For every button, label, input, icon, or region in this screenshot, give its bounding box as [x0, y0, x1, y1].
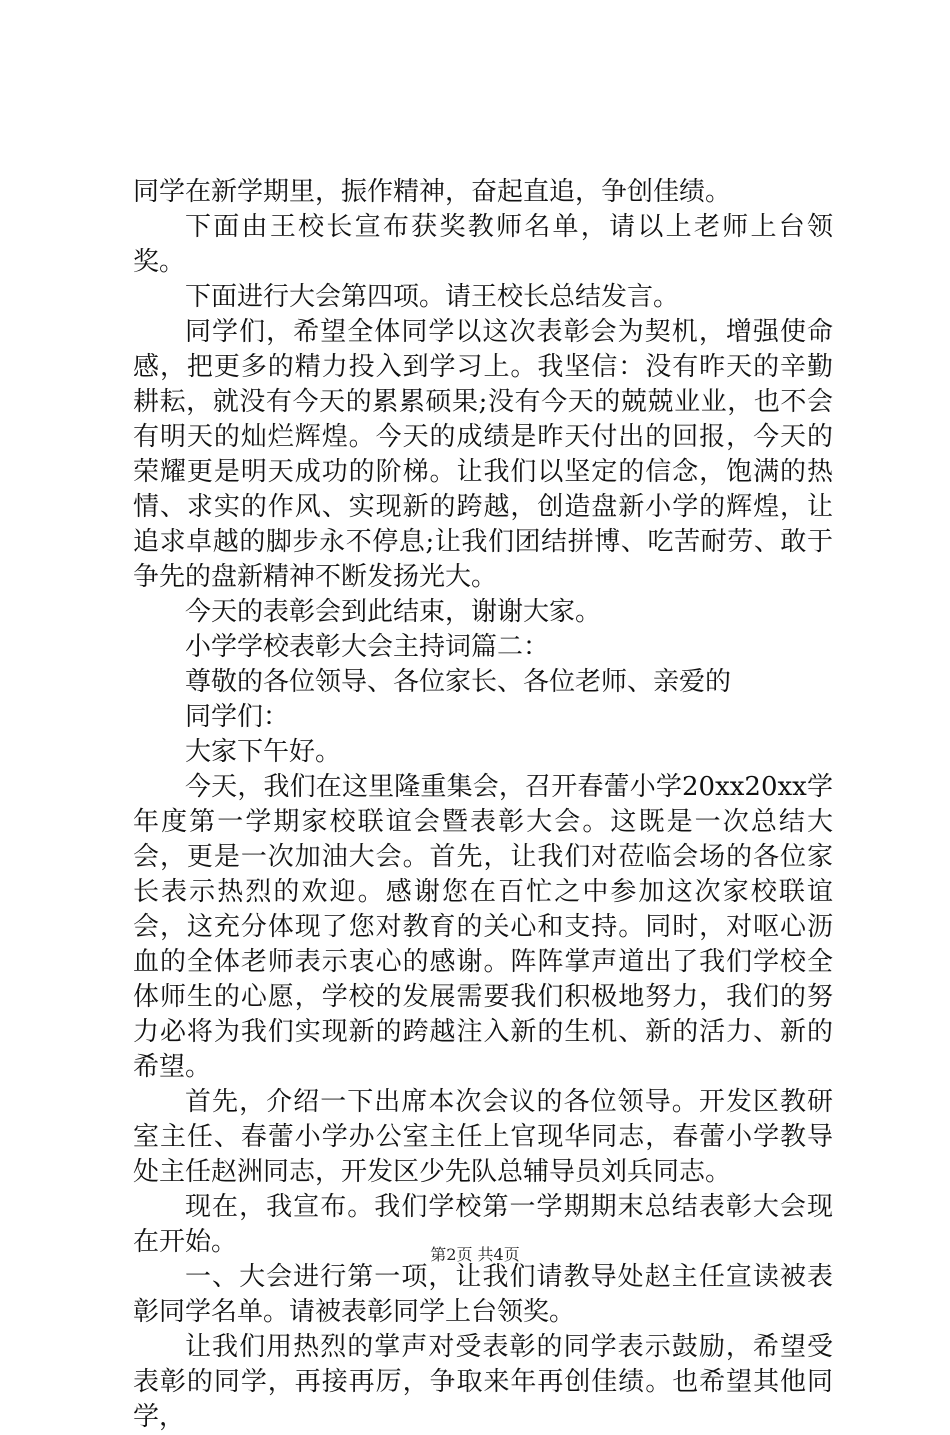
greeting: 大家下午好。	[185, 737, 342, 767]
paragraph-introduction: 首先，介绍一下出席本次会议的各位领导。开发区教研室主任、春蕾小学办公室主任上官现华同志，春蕾小学教导处主任赵洲同志，开发区少先队总辅导员刘兵同志。	[133, 1087, 833, 1187]
paragraph-2: 下面由王校长宣布获奖教师名单，请以上老师上台领奖。	[133, 212, 833, 277]
paragraph-announcement: 现在，我宣布。我们学校第一学期期末总结表彰大会现在开始。	[133, 1192, 833, 1257]
paragraph-3: 下面进行大会第四项。请王校长总结发言。	[185, 282, 680, 312]
paragraph-4: 同学们，希望全体同学以这次表彰会为契机，增强使命感，把更多的精力投入到学习上。我坚信：没有昨天的辛勤耕耘，就没有今天的累累硕果;没有今天的兢兢业业，也不会有明天的灿烂辉煌。今天的成绩是昨天付出的回报，今天的荣耀更是明天成功的阶梯。让我们以坚定的信念，饱满的热情、求实的作风、实现新的跨越，创造盘新小学的辉煌，让追求卓越的脚步永不停息;让我们团结拼博、吃苦耐劳、敢于争先的盘新精神不断发扬光大。	[133, 317, 833, 592]
salutation-line-1: 尊敬的各位领导、各位家长、各位老师、亲爱的	[185, 667, 732, 697]
salutation-line-2: 同学们：	[185, 702, 290, 732]
paragraph-opening: 今天，我们在这里隆重集会，召开春蕾小学20xx20xx学年度第一学期家校联谊会暨表彰大会。这既是一次总结大会，更是一次加油大会。首先，让我们对莅临会场的各位家长表示热烈的欢迎。感谢您在百忙之中参加这次家校联谊会，这充分体现了您对教育的关心和支持。同时，对呕心沥血的全体老师表示衷心的感谢。阵阵掌声道出了我们学校全体师生的心愿，学校的发展需要我们积极地努力，我们的努力必将为我们实现新的跨越注入新的生机、新的活力、新的希望。	[133, 772, 833, 1082]
page-number-footer: 第2页 共4页	[430, 1245, 520, 1264]
paragraph-encouragement: 让我们用热烈的掌声对受表彰的同学表示鼓励，希望受表彰的同学，再接再厉，争取来年再创佳绩。也希望其他同学，	[133, 1332, 833, 1432]
section-heading: 小学学校表彰大会主持词篇二：	[185, 632, 550, 662]
paragraph-1: 同学在新学期里，振作精神，奋起直追，争创佳绩。	[133, 177, 732, 207]
paragraph-5: 今天的表彰会到此结束，谢谢大家。	[185, 597, 602, 627]
paragraph-item-one: 一、大会进行第一项，让我们请教导处赵主任宣读被表彰同学名单。请被表彰同学上台领奖。	[133, 1262, 833, 1327]
